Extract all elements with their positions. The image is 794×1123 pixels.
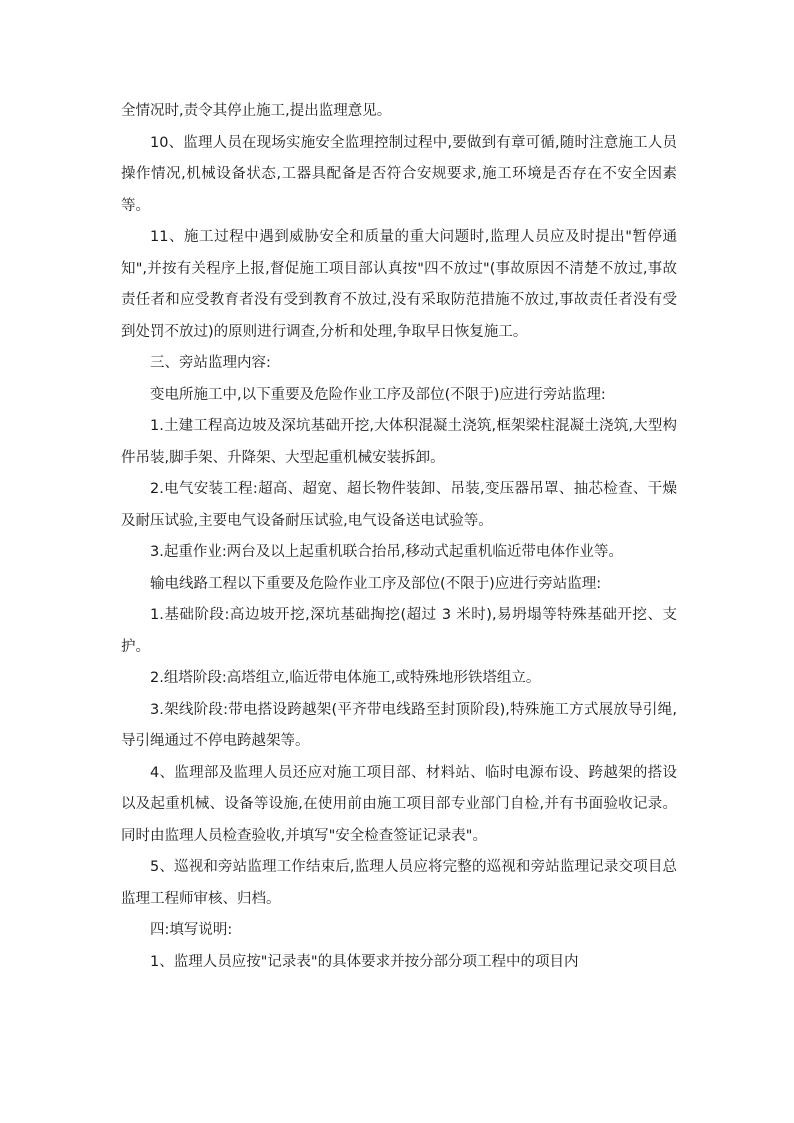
section-heading: 三、旁站监理内容: bbox=[150, 355, 271, 371]
document-body bbox=[121, 96, 677, 978]
paragraph: 1、监理人员应按"记录表"的具体要求并按分部分项工程中的项目内 bbox=[150, 953, 579, 970]
list-item: 3.起重作业:两台及以上起重机联合抬吊,移动式起重机临近带电体作业等。 bbox=[150, 544, 623, 560]
list-item: 2.电气安装工程:超高、超宽、超长物件装卸、吊装,变压器吊罩、抽芯检查、干燥及耐压试验,主要电气设备耐压试验,电气设备送电试验等。 bbox=[121, 481, 677, 529]
paragraph: 5、巡视和旁站监理工作结束后,监理人员应将完整的巡视和旁站监理记录交项目总监理工程师审核、归档。 bbox=[121, 859, 677, 907]
paragraph: 4、监理部及监理人员还应对施工项目部、材料站、临时电源布设、跨越架的搭设以及起重机械、设备等设施,在使用前由施工项目部专业部门自检,并有书面验收记录。同时由监理人员检查验收,并填写"安全检查签证记录表"。 bbox=[121, 764, 677, 844]
list-item: 1.土建工程高边坡及深坑基础开挖,大体积混凝土浇筑,框架梁柱混凝土浇筑,大型构件吊装,脚手架、升降架、大型起重机械安装拆卸。 bbox=[121, 418, 677, 466]
list-item: 2.组塔阶段:高塔组立,临近带电体施工,或特殊地形铁塔组立。 bbox=[150, 670, 541, 686]
paragraph: 10、监理人员在现场实施安全监理控制过程中,要做到有章可循,随时注意施工人员操作情况,机械设备状态,工器具配备是否符合安规要求,施工环境是否存在不安全因素等。 bbox=[121, 134, 677, 214]
paragraph: 11、施工过程中遇到威胁安全和质量的重大问题时,监理人员应及时提出"暂停通知",并按有关程序上报,督促施工项目部认真按"四不放过"(事故原因不清楚不放过,事故责任者和应受教育者没有受到教育不放过,没有采取防范措施不放过,事故责任者没有受到处罚不放过)的原则进行调查,分析和处理,争取早日恢复施工。 bbox=[121, 229, 677, 340]
section-heading: 四:填写说明: bbox=[150, 922, 233, 938]
list-item: 1.基础阶段:高边坡开挖,深坑基础掏挖(超过 3 米时),易坍塌等特殊基础开挖、支护。 bbox=[121, 607, 677, 655]
paragraph: 输电线路工程以下重要及危险作业工序及部位(不限于)应进行旁站监理: bbox=[150, 575, 602, 592]
paragraph: 变电所施工中,以下重要及危险作业工序及部位(不限于)应进行旁站监理: bbox=[150, 386, 606, 403]
list-item: 3.架线阶段:带电搭设跨越架(平齐带电线路至封顶阶段),特殊施工方式展放导引绳,导引绳通过不停电跨越架等。 bbox=[121, 701, 677, 749]
paragraph: 全情况时,责令其停止施工,提出监理意见。 bbox=[121, 103, 392, 119]
